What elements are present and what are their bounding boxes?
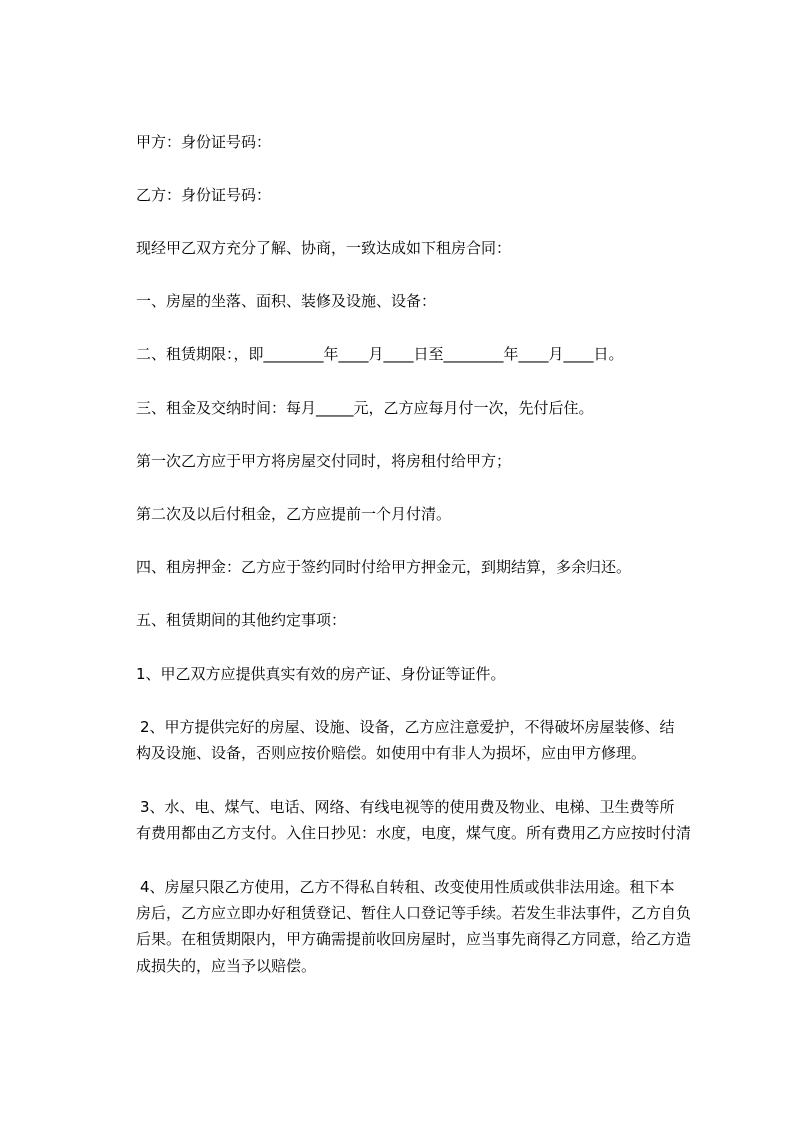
clause-5: 五、租赁期间的其他约定事项：	[136, 611, 347, 629]
item-4-line-4: 成损失的，应当予以赔偿。	[136, 957, 317, 975]
clause-3: 三、租金及交纳时间：每月_____元，乙方应每月付一次，先付后住。	[136, 399, 594, 417]
payment-first: 第一次乙方应于甲方将房屋交付同时，将房租付给甲方；	[136, 452, 512, 470]
clause-2: 二、租赁期限：，即________年____月____日至________年____月____日。	[136, 345, 624, 363]
intro-line: 现经甲乙双方充分了解、协商，一致达成如下租房合同：	[136, 239, 512, 257]
item-4-line-1: 4、房屋只限乙方使用，乙方不得私自转租、改变使用性质或供非法用途。租下本	[140, 878, 675, 896]
party-b-line: 乙方：身份证号码：	[136, 186, 272, 204]
party-a-line: 甲方：身份证号码：	[136, 133, 272, 151]
clause-4: 四、租房押金：乙方应于签约同时付给甲方押金元，到期结算，多余归还。	[136, 558, 632, 576]
clause-1: 一、房屋的坐落、面积、装修及设施、设备：	[136, 292, 437, 310]
item-3-line-1: 3、水、电、煤气、电话、网络、有线电视等的使用费及物业、电梯、卫生费等所	[140, 798, 675, 816]
item-4-line-3: 后果。在租赁期限内，甲方确需提前收回房屋时，应当事先商得乙方同意，给乙方造	[136, 930, 692, 948]
item-2-line-2: 构及设施、设备，否则应按价赔偿。如使用中有非人为损坏，应由甲方修理。	[136, 744, 647, 762]
item-3-line-2: 有费用都由乙方支付。入住日抄见：水度，电度，煤气度。所有费用乙方应按时付清	[136, 824, 692, 842]
item-4-line-2: 房后，乙方应立即办好租赁登记、暂住人口登记等手续。若发生非法事件，乙方自负	[136, 904, 692, 922]
item-2-line-1: 2、甲方提供完好的房屋、设施、设备，乙方应注意爱护，不得破坏房屋装修、结	[140, 718, 675, 736]
item-1: 1、甲乙双方应提供真实有效的房产证、身份证等证件。	[136, 665, 506, 683]
payment-later: 第二次及以后付租金，乙方应提前一个月付清。	[136, 505, 452, 523]
